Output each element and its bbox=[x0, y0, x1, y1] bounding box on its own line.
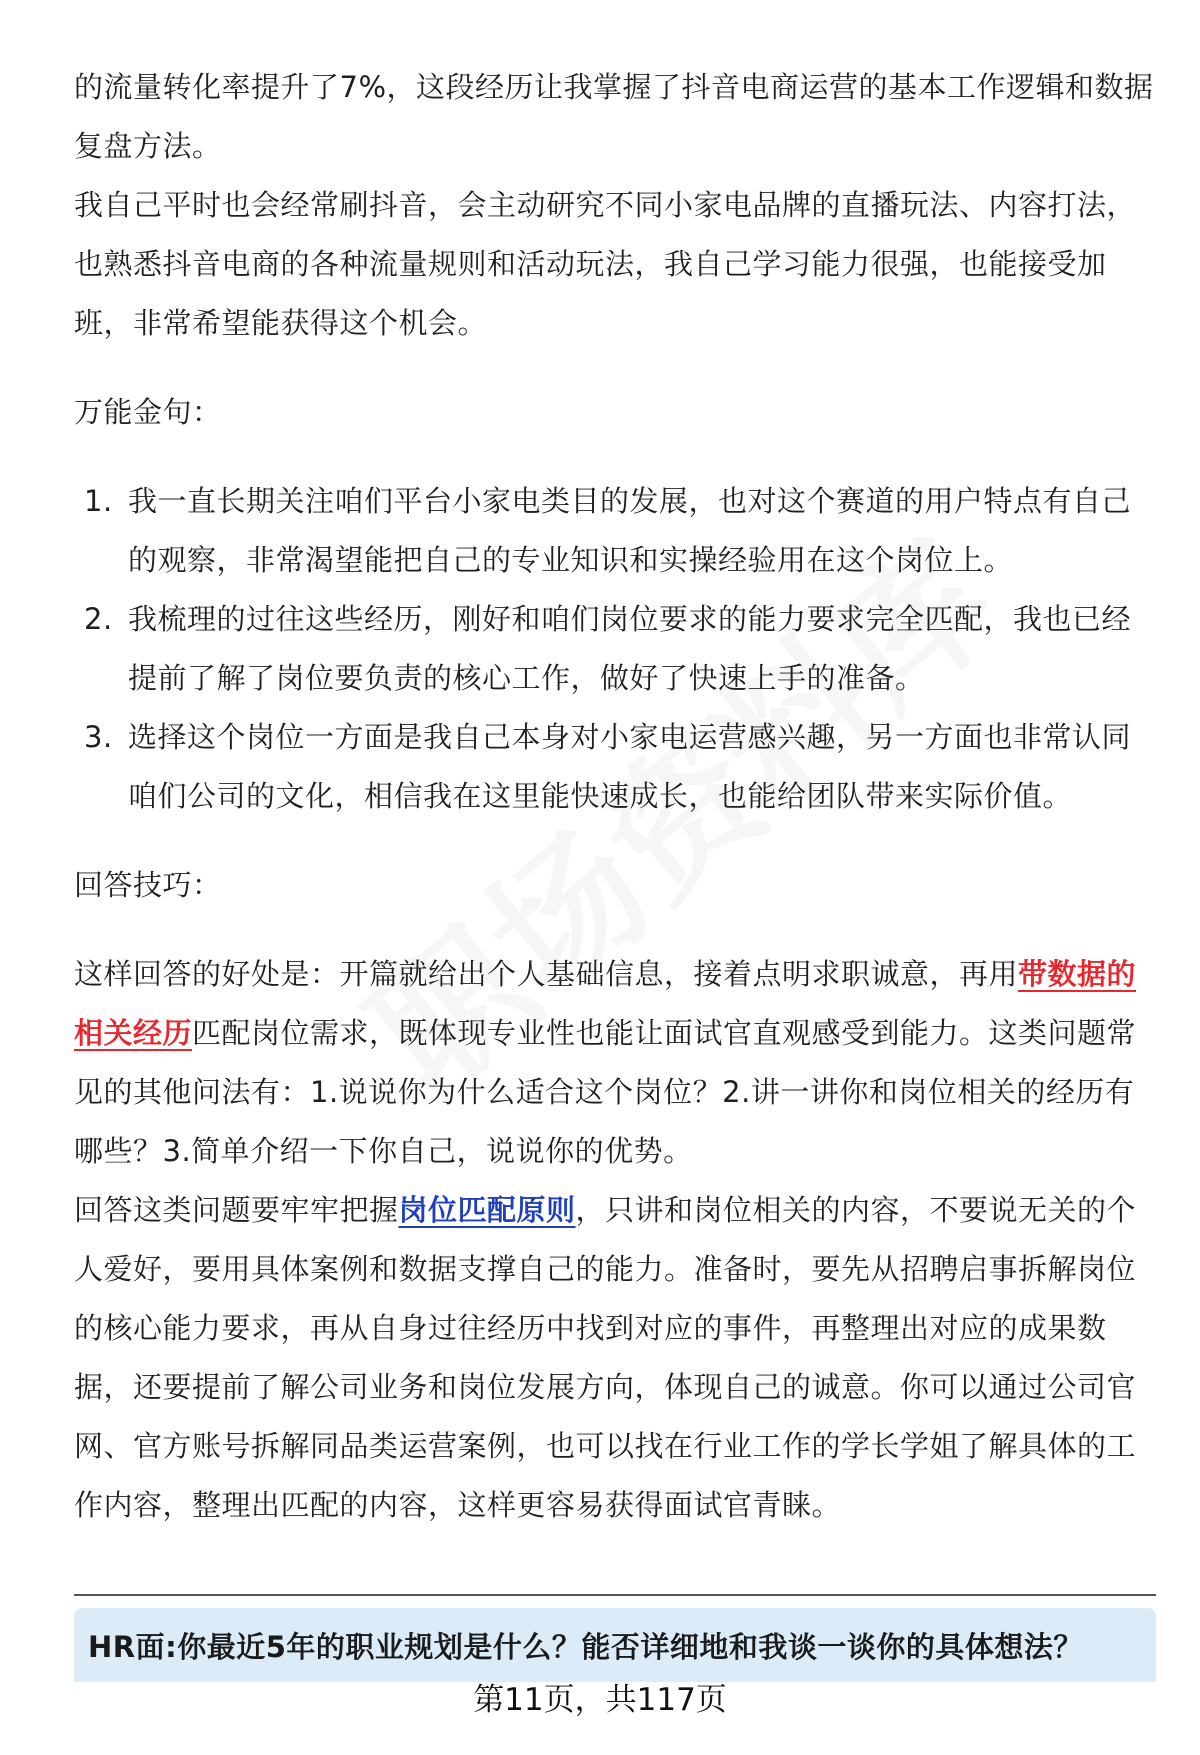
list-item bbox=[74, 590, 1154, 708]
tips-heading: 回答技巧： bbox=[74, 868, 222, 902]
content-body bbox=[74, 58, 1154, 1535]
golden-sentences-list bbox=[74, 472, 1154, 826]
paragraph-experience: 的流量转化率提升了7%，这段经历让我掌握了抖音电商运营的基本工作逻辑和数据复盘方法。 bbox=[74, 70, 1154, 163]
tips-paragraph-benefits bbox=[74, 945, 1154, 1181]
list-number: 2. bbox=[84, 602, 113, 636]
highlight-blue-link[interactable]: 岗位匹配原则 bbox=[398, 1193, 576, 1227]
tips-text: 回答这类问题要牢牢把握 bbox=[74, 1193, 399, 1227]
golden-sentences-heading: 万能金句： bbox=[74, 395, 222, 429]
tips-text: 这样回答的好处是：开篇就给出个人基础信息，接着点明求职诚意，再用 bbox=[74, 957, 1019, 991]
list-text: 我梳理的过往这些经历，刚好和咱们岗位要求的能力要求完全匹配，我也已经提前了解了岗位要负责的核心工作，做好了快速上手的准备。 bbox=[128, 602, 1132, 695]
list-item bbox=[74, 708, 1154, 826]
list-text: 我一直长期关注咱们平台小家电类目的发展，也对这个赛道的用户特点有自己的观察，非常渴望能把自己的专业知识和实操经验用在这个岗位上。 bbox=[128, 484, 1132, 577]
section-divider bbox=[74, 1594, 1156, 1596]
list-item bbox=[74, 472, 1154, 590]
banner-title: HR面:你最近5年的职业规划是什么？能否详细地和我谈一谈你的具体想法？ bbox=[88, 1629, 1083, 1664]
tips-text: ，只讲和岗位相关的内容，不要说无关的个人爱好，要用具体案例和数据支撑自己的能力。准备时，要先从招聘启事拆解岗位的核心能力要求，再从自身过往经历中找到对应的事件，再整理出对应的成果数据，还要提前了解公司业务和岗位发展方向，体现自己的诚意。你可以通过公司官网、官方账号拆解同品类运营案例，也可以找在行业工作的学长学姐了解具体的工作内容，整理出匹配的内容，这样更容易获得面试官青睐。 bbox=[74, 1193, 1137, 1522]
tips-text: 匹配岗位需求，既体现专业性也能让面试官直观感受到能力。这类问题常见的其他问法有：1.说说你为什么适合这个岗位？2.讲一讲你和岗位相关的经历有哪些？3.简单介绍一下你自己，说说你的优势。 bbox=[74, 1016, 1137, 1168]
tips-paragraph-principle bbox=[74, 1181, 1154, 1535]
next-question-banner bbox=[74, 1608, 1156, 1682]
highlight-red-link[interactable]: 带数据的相关经历 bbox=[74, 957, 1137, 1050]
list-text: 选择这个岗位一方面是我自己本身对小家电运营感兴趣，另一方面也非常认同咱们公司的文化，相信我在这里能快速成长，也能给团队带来实际价值。 bbox=[128, 720, 1132, 813]
page-footer: 第11页，共117页 bbox=[473, 1682, 727, 1718]
paragraph-motivation: 我自己平时也会经常刷抖音，会主动研究不同小家电品牌的直播玩法、内容打法，也熟悉抖音电商的各种流量规则和活动玩法，我自己学习能力很强，也能接受加班，非常希望能获得这个机会。 bbox=[74, 188, 1137, 340]
list-number: 1. bbox=[84, 484, 113, 518]
list-number: 3. bbox=[84, 720, 113, 754]
